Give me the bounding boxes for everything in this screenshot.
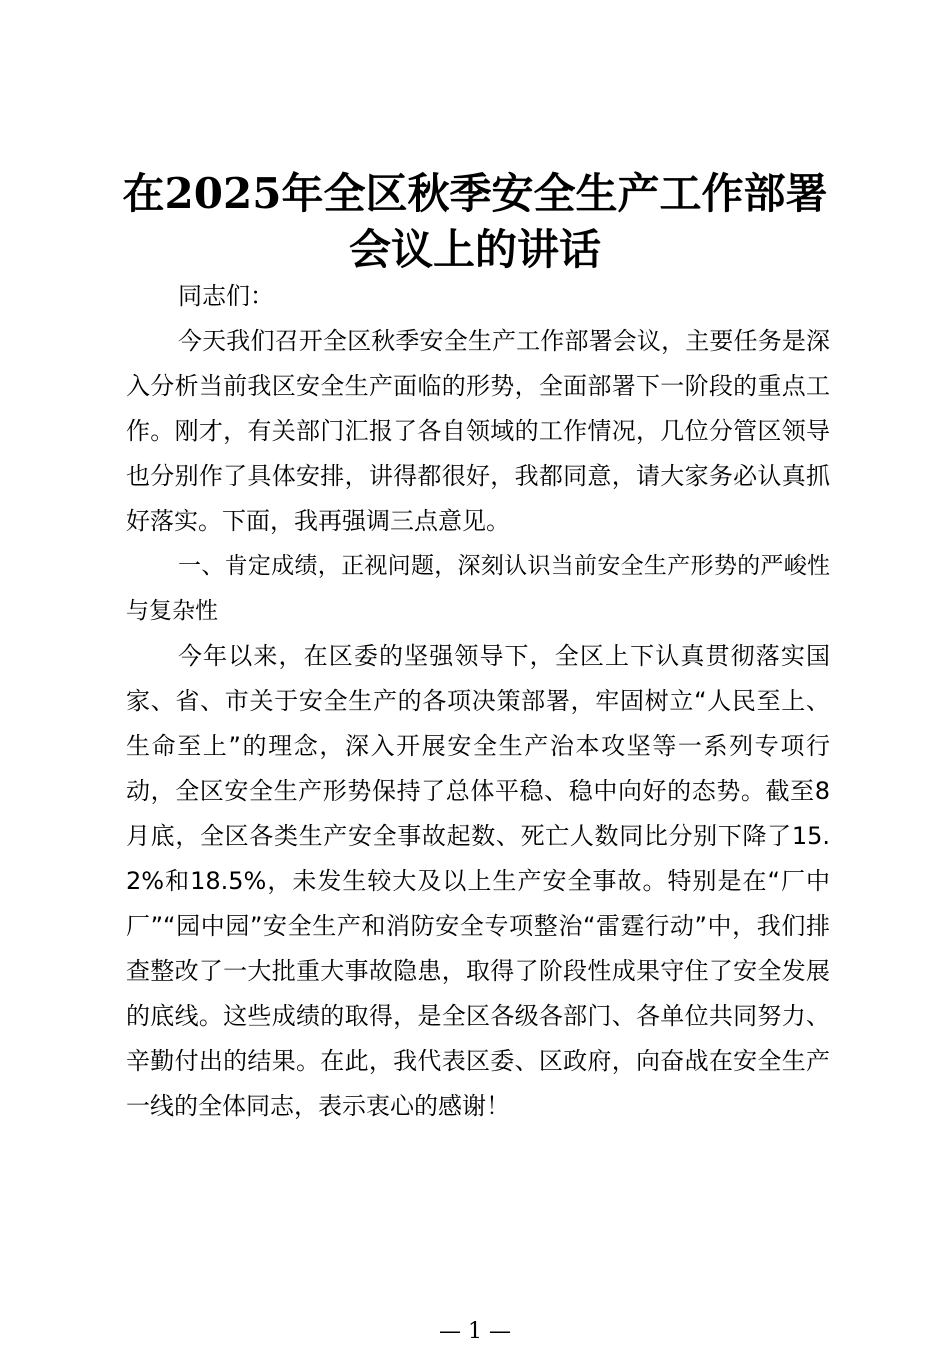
page-number: — 1 —: [439, 1319, 511, 1344]
title-line-1: 在2025年全区秋季安全生产工作部署: [122, 169, 828, 218]
document-body: [126, 274, 830, 1129]
intro-paragraph: 今天我们召开全区秋季安全生产工作部署会议，主要任务是深入分析当前我区安全生产面临的形势，全面部署下一阶段的重点工作。刚才，有关部门汇报了各自领域的工作情况，几位分管区领导也分别作了具体安排，讲得都很好，我都同意，请大家务必认真抓好落实。下面，我再强调三点意见。: [126, 327, 830, 535]
document-title: [100, 166, 850, 278]
salutation: 同志们：: [178, 282, 274, 310]
title-line-2: 会议上的讲话: [348, 225, 601, 274]
section-heading: 一、肯定成绩，正视问题，深刻认识当前安全生产形势的严峻性与复杂性: [126, 553, 830, 624]
body-paragraph: 今年以来，在区委的坚强领导下，全区上下认真贯彻落实国家、省、市关于安全生产的各项决策部署，牢固树立“人民至上、生命至上”的理念，深入开展安全生产治本攻坚等一系列专项行动，全区安全生产形势保持了总体平稳、稳中向好的态势。截至8月底，全区各类生产安全事故起数、死亡人数同比分别下降了15.2%和18.5%，未发生较大及以上生产安全事故。特别是在“厂中厂”“园中园”安全生产和消防安全专项整治“雷霆行动”中，我们排查整改了一大批重大事故隐患，取得了阶段性成果守住了安全发展的底线。这些成绩的取得，是全区各级各部门、各单位共同努力、辛勤付出的结果。在此，我代表区委、区政府，向奋战在安全生产一线的全体同志，表示衷心的感谢！: [126, 642, 830, 1120]
